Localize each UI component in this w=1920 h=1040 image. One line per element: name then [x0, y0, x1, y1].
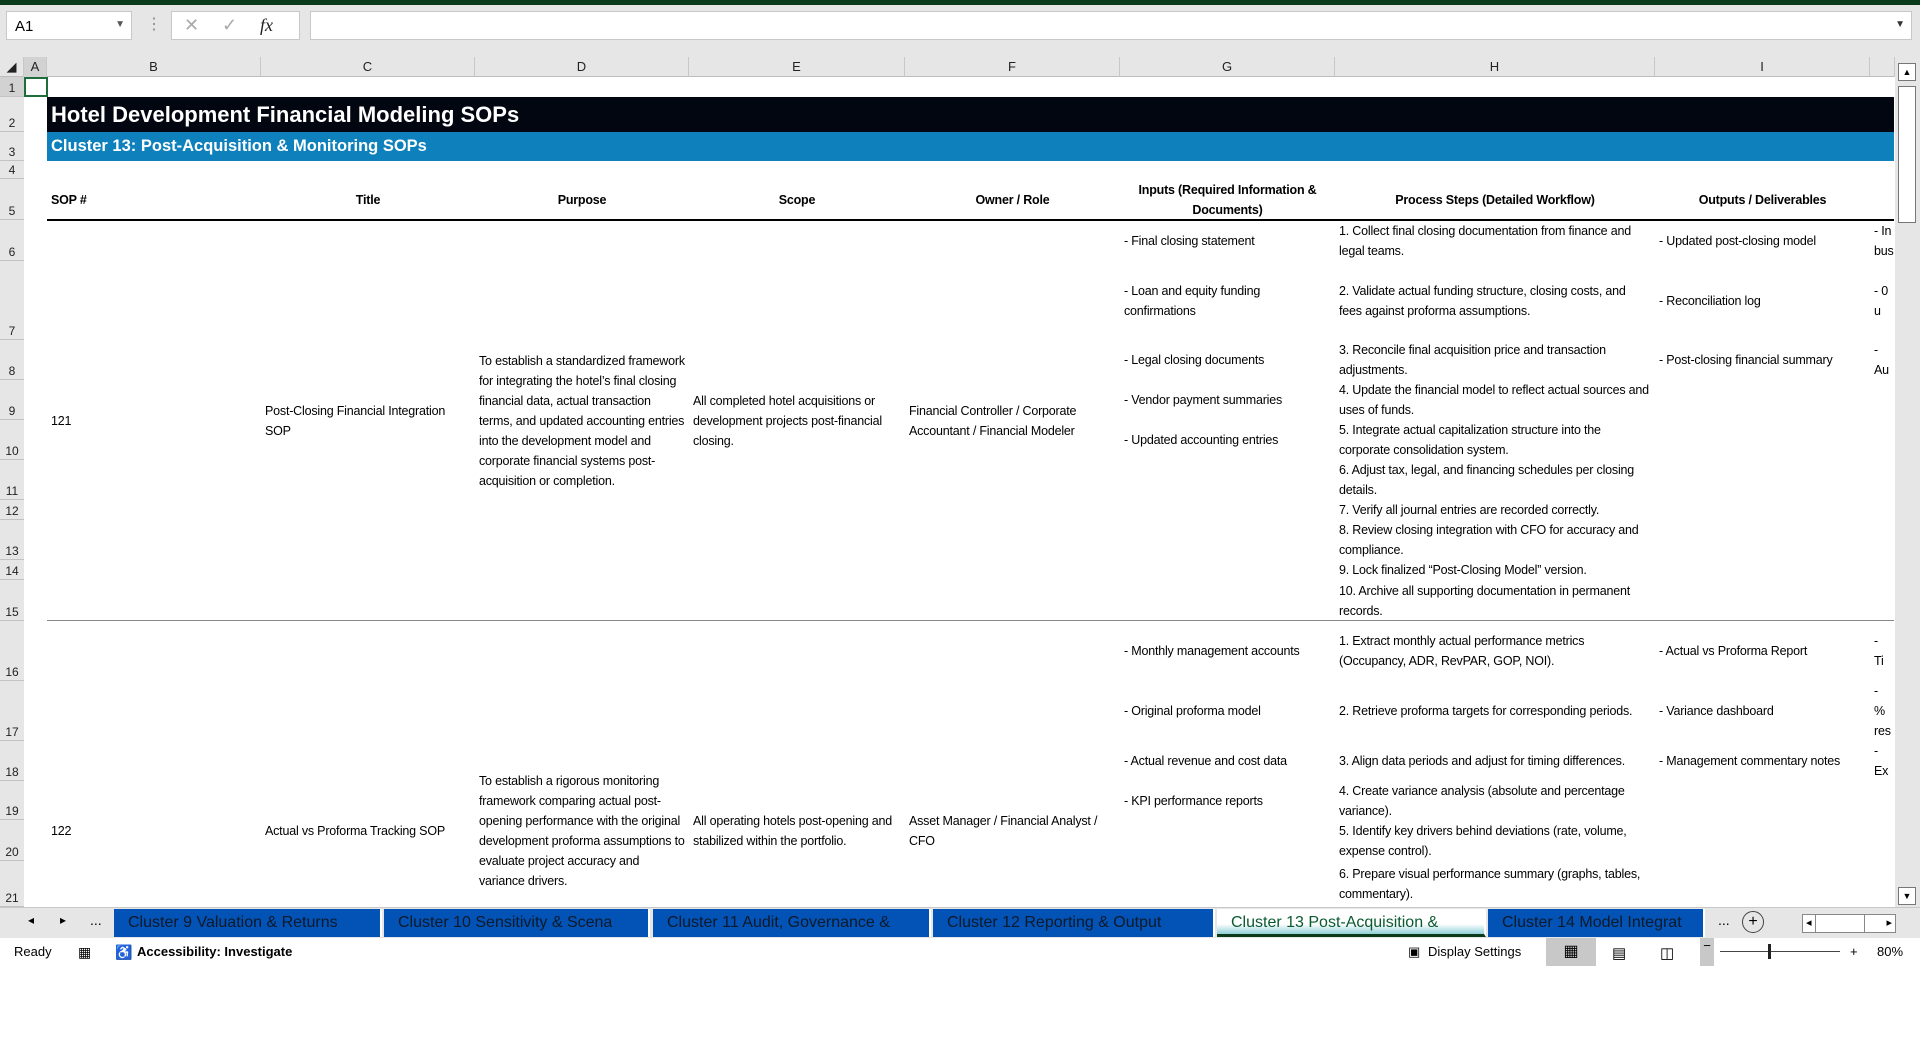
sheet-tab[interactable]: Cluster 14 Model Integrat — [1488, 909, 1705, 937]
column-header-b[interactable]: B — [47, 57, 261, 77]
output-item: - Updated post-closing model — [1659, 233, 1816, 248]
zoom-in-button[interactable]: + — [1850, 944, 1858, 959]
process-step: 3. Reconcile final acquisition price and transaction adjustments. — [1339, 343, 1606, 377]
selected-cell-a1[interactable] — [24, 77, 48, 97]
process-step: 3. Align data periods and adjust for timing differences. — [1339, 754, 1625, 768]
accessibility-icon[interactable]: ♿ — [115, 944, 133, 960]
scroll-up-icon[interactable]: ▲ — [1898, 63, 1916, 81]
scroll-thumb[interactable] — [1898, 86, 1916, 223]
column-header-c[interactable]: C — [261, 57, 475, 77]
enter-icon[interactable]: ✓ — [222, 15, 238, 35]
column-header-d[interactable]: D — [475, 57, 689, 77]
row-header-6[interactable]: 6 — [0, 220, 24, 261]
add-sheet-icon[interactable]: + — [1742, 911, 1764, 933]
output-item: - Reconciliation log — [1659, 293, 1761, 308]
column-header-h[interactable]: H — [1335, 57, 1655, 77]
formula-input[interactable] — [310, 11, 1912, 40]
process-step: 6. Prepare visual performance summary (graphs, tables, commentary). — [1339, 867, 1641, 901]
process-step: 5. Integrate actual capitalization structure into the corporate consolidation system. — [1339, 423, 1601, 457]
ready-status: Ready — [14, 944, 52, 959]
process-step: 4. Create variance analysis (absolute and percentage variance). — [1339, 783, 1625, 818]
sheet-title: Hotel Development Financial Modeling SOPs — [47, 97, 1894, 132]
row-header-4[interactable]: 4 — [0, 161, 24, 179]
header-3: Scope — [778, 192, 816, 207]
zoom-slider[interactable] — [1720, 951, 1840, 952]
process-step: 1. Extract monthly actual performance metrics (Occupancy, ADR, RevPAR, GOP, NOI). — [1339, 634, 1585, 668]
output-item: - Actual vs Proforma Report — [1659, 644, 1808, 658]
header-7: Outputs / Deliverables — [1698, 192, 1827, 207]
sop-purpose: To establish a rigorous monitoring framework comparing actual post-opening performance with the original development proforma assumptions to evaluate project accuracy and variance drivers. — [479, 773, 685, 888]
next-sheet-icon[interactable]: ▸ — [60, 913, 67, 927]
process-step: 7. Verify all journal entries are recorded correctly. — [1339, 503, 1600, 517]
process-step: 5. Identify key drivers behind deviations (rate, volume, expense control). — [1339, 823, 1627, 858]
page-layout-view-icon[interactable]: ▤ — [1612, 945, 1627, 962]
header-6: Process Steps (Detailed Workflow) — [1395, 192, 1595, 207]
more-tabs-left[interactable]: ... — [90, 912, 102, 928]
sheet-tab[interactable]: Cluster 9 Valuation & Returns — [114, 909, 382, 937]
input-item: - KPI performance reports — [1124, 793, 1263, 808]
chevron-down-icon[interactable]: ▼ — [115, 19, 125, 30]
sop-title: Actual vs Proforma Tracking SOP — [265, 823, 445, 838]
column-header-a[interactable]: A — [24, 57, 47, 77]
scroll-left-icon[interactable]: ◂ — [1806, 917, 1812, 929]
sheet-tab[interactable]: Cluster 10 Sensitivity & Scena — [384, 909, 650, 937]
sop-scope: All completed hotel acquisitions or development projects post-financial closing. — [693, 393, 882, 448]
sop-title: Post-Closing Financial Integration SOP — [265, 403, 446, 438]
header-2: Purpose — [557, 192, 607, 207]
more-icon: ⋮ — [146, 16, 162, 33]
header-4: Owner / Role — [975, 192, 1050, 207]
process-step: 4. Update the financial model to reflect actual sources and uses of funds. — [1339, 383, 1649, 417]
process-step: 10. Archive all supporting documentation in permanent records. — [1339, 583, 1630, 618]
cancel-icon[interactable]: ✕ — [184, 15, 200, 35]
column-j-item: - Ex — [1874, 744, 1889, 778]
column-j-item: - 0 u — [1874, 283, 1888, 318]
sheet-tab[interactable]: Cluster 12 Reporting & Output — [933, 909, 1215, 937]
sop-purpose: To establish a standardized framework for integrating the hotel’s final closing financial data, actual transaction terms, and updated accounting entries into the development model and corporate financial systems post-acquisition or completion. — [479, 353, 685, 488]
row-header-13[interactable]: 13 — [0, 520, 24, 560]
input-item: - Original proforma model — [1124, 704, 1261, 718]
name-box[interactable] — [6, 11, 132, 40]
column-header-e[interactable]: E — [689, 57, 905, 77]
input-item: - Final closing statement — [1124, 233, 1255, 248]
expand-formula-icon[interactable]: ▼ — [1895, 19, 1905, 30]
scroll-right-icon[interactable]: ▸ — [1886, 917, 1892, 929]
input-item: - Updated accounting entries — [1124, 433, 1279, 447]
process-step: 2. Validate actual funding structure, closing costs, and fees against proforma assumptions. — [1339, 283, 1626, 318]
row-header-5[interactable]: 5 — [0, 179, 24, 220]
status-bar — [0, 938, 1920, 966]
header-5: Inputs (Required Information & Documents) — [1138, 182, 1317, 217]
row-header-12[interactable]: 12 — [0, 500, 24, 520]
row-header-21[interactable]: 21 — [0, 861, 24, 907]
column-header-i[interactable]: I — [1655, 57, 1870, 77]
process-step: 8. Review closing integration with CFO for accuracy and compliance. — [1339, 523, 1639, 557]
column-j-item: - Ti — [1874, 634, 1884, 668]
output-item: - Management commentary notes — [1659, 754, 1841, 768]
column-j-item: - Au — [1874, 343, 1889, 377]
input-item: - Legal closing documents — [1124, 353, 1265, 367]
header-0: SOP # — [51, 192, 87, 207]
output-item: - Post-closing financial summary — [1659, 353, 1833, 367]
row-header-18[interactable]: 18 — [0, 741, 24, 781]
input-item: - Actual revenue and cost data — [1124, 754, 1287, 768]
display-settings-button[interactable]: Display Settings — [1428, 944, 1522, 959]
column-j-item: - In bus — [1874, 223, 1894, 258]
row-header-1[interactable]: 1 — [0, 77, 24, 97]
input-item: - Monthly management accounts — [1124, 644, 1300, 658]
sheet-tab[interactable]: Cluster 11 Audit, Governance & — [653, 909, 931, 937]
row-header-14[interactable]: 14 — [0, 560, 24, 580]
process-step: 2. Retrieve proforma targets for corresponding periods. — [1339, 704, 1633, 718]
input-item: - Loan and equity funding confirmations — [1124, 283, 1261, 318]
insert-function-icon[interactable]: fx — [260, 15, 273, 35]
display-settings-icon[interactable]: ▣ — [1408, 944, 1421, 959]
scroll-down-icon[interactable]: ▼ — [1898, 887, 1916, 905]
calculator-icon[interactable]: ▦ — [78, 944, 92, 960]
column-headers — [0, 57, 1895, 77]
sop-scope: All operating hotels post-opening and stabilized within the portfolio. — [693, 813, 892, 848]
column-j-item: - % res — [1874, 684, 1891, 738]
row-header-17[interactable]: 17 — [0, 681, 24, 741]
row-header-19[interactable]: 19 — [0, 781, 24, 820]
row-header-3[interactable]: 3 — [0, 132, 24, 161]
hscroll-thumb[interactable] — [1815, 915, 1865, 932]
row-header-11[interactable]: 11 — [0, 460, 24, 500]
column-header-j[interactable] — [1870, 57, 1895, 77]
output-item: - Variance dashboard — [1659, 704, 1774, 718]
name-box-value: A1 — [15, 18, 34, 35]
column-header-g[interactable]: G — [1120, 57, 1335, 77]
accessibility-status[interactable]: Accessibility: Investigate — [137, 944, 293, 959]
header-1: Title — [355, 192, 381, 207]
vertical-scrollbar[interactable] — [1895, 57, 1920, 907]
zoom-level[interactable]: 80% — [1877, 944, 1904, 959]
prev-sheet-icon[interactable]: ◂ — [28, 913, 35, 927]
select-all-corner[interactable]: ◢ — [0, 57, 24, 77]
row-header-2[interactable]: 2 — [0, 97, 24, 132]
more-tabs-right[interactable]: ... — [1718, 912, 1730, 928]
process-step: 9. Lock finalized “Post-Closing Model” version. — [1339, 563, 1587, 577]
sop-owner: Financial Controller / Corporate Accountant / Financial Modeler — [909, 403, 1077, 438]
sheet-tab-bar — [0, 907, 1920, 938]
page-break-view-icon[interactable]: ◫ — [1660, 945, 1675, 962]
sop-owner: Asset Manager / Financial Analyst / CFO — [909, 813, 1098, 848]
row-header-16[interactable]: 16 — [0, 621, 24, 681]
process-step: 6. Adjust tax, legal, and financing schedules per closing details. — [1339, 463, 1635, 497]
row-header-9[interactable]: 9 — [0, 380, 24, 420]
normal-view-icon[interactable]: ▦ — [1546, 938, 1596, 966]
column-header-f[interactable]: F — [905, 57, 1120, 77]
row-header-20[interactable]: 20 — [0, 820, 24, 861]
process-step: 1. Collect final closing documentation from finance and legal teams. — [1339, 223, 1631, 258]
cluster-subtitle: Cluster 13: Post-Acquisition & Monitoring SOPs — [47, 132, 1894, 161]
row-header-7[interactable]: 7 — [0, 261, 24, 340]
zoom-slider-thumb[interactable] — [1768, 944, 1771, 959]
input-item: - Vendor payment summaries — [1124, 393, 1283, 407]
sop-number: 121 — [51, 413, 72, 428]
zoom-out-button[interactable]: − — [1700, 938, 1714, 966]
sheet-tab[interactable]: Cluster 13 Post-Acquisition & — [1217, 909, 1486, 937]
row-header-15[interactable]: 15 — [0, 580, 24, 621]
row-header-10[interactable]: 10 — [0, 420, 24, 460]
horizontal-scrollbar[interactable] — [1802, 914, 1896, 933]
row-header-8[interactable]: 8 — [0, 340, 24, 380]
sop-number: 122 — [51, 823, 72, 838]
formula-buttons — [171, 11, 300, 40]
